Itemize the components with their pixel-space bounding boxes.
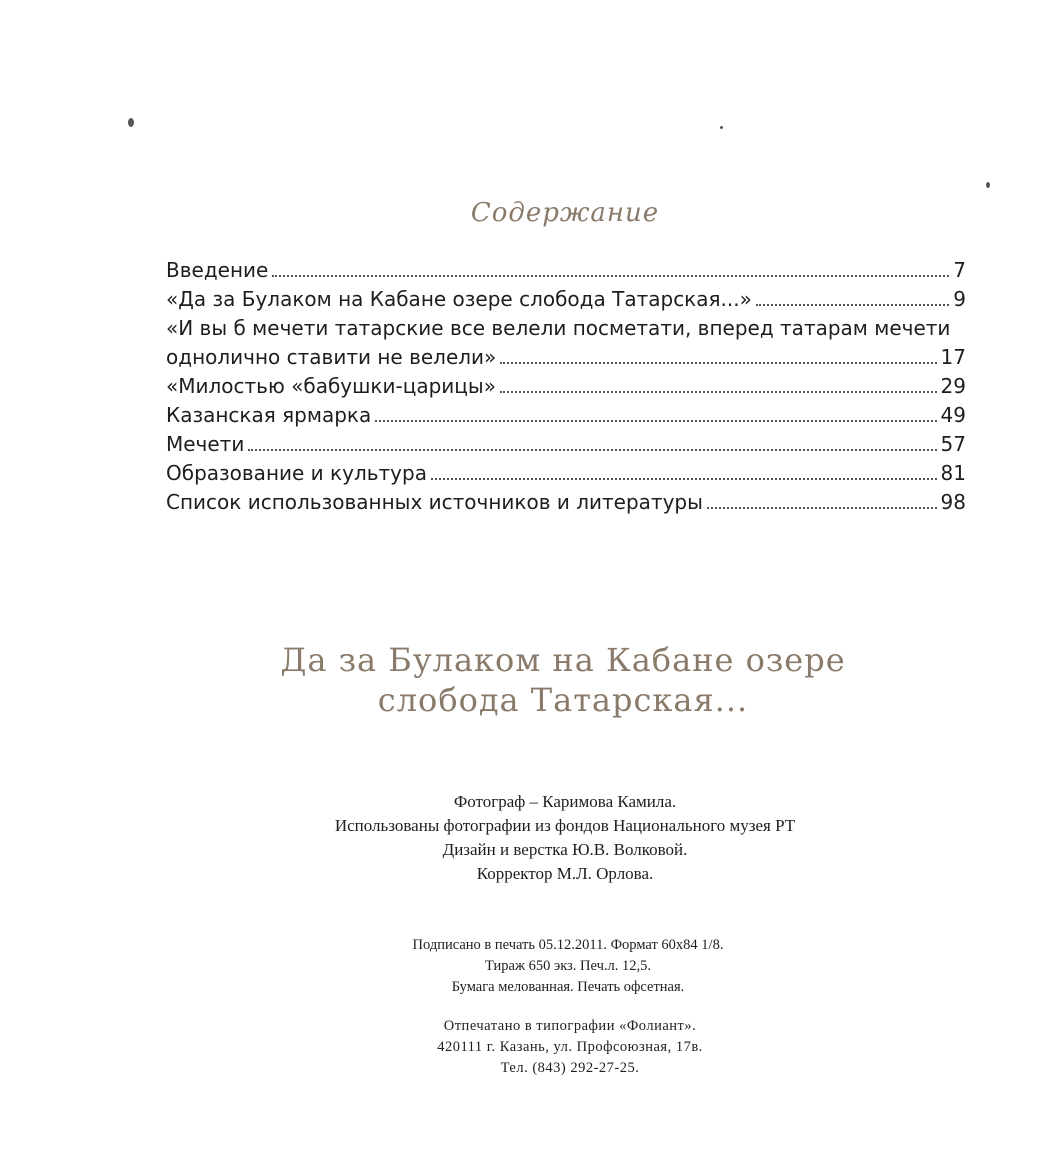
credits-block [0,790,1054,886]
toc-entry[interactable] [166,488,966,517]
printer-block [0,1016,1054,1079]
toc-entry[interactable] [166,343,966,372]
toc-entry[interactable] [166,372,966,401]
credit-photo-source: Использованы фотографии из фондов Национального музея РТ [334,816,796,835]
toc-entry-title-line: «И вы б мечети татарские все велели посметати, вперед татарам мечети [166,316,951,340]
toc-entry-title: «Милостью «бабушки-царицы» [166,374,496,398]
printer-address: 420111 г. Казань, ул. Профсоюзная, 17в. [437,1039,703,1055]
table-of-contents [166,256,966,517]
toc-entry-title: Список использованных источников и литературы [166,490,703,514]
toc-leader-dots [431,478,937,480]
credit-design: Дизайн и верстка Ю.В. Волковой. [442,840,688,859]
book-title [0,640,1054,720]
toc-leader-dots [272,275,949,277]
credit-photographer: Фотограф – Каримова Камила. [453,792,677,811]
toc-entry[interactable] [166,430,966,459]
toc-entry-page: 17 [940,345,966,369]
toc-entry-first-line[interactable] [166,314,966,343]
credit-proofreader: Корректор М.Л. Орлова. [476,864,654,883]
toc-leader-dots [375,420,936,422]
toc-entry-title: Казанская ярмарка [166,403,372,427]
imprint-circulation: Тираж 650 экз. Печ.л. 12,5. [485,958,651,974]
toc-entry[interactable] [166,285,966,314]
imprint-block [0,935,1054,998]
toc-leader-dots [500,391,937,393]
toc-entry-page: 57 [940,432,966,456]
toc-entry-page: 49 [940,403,966,427]
imprint-signed: Подписано в печать 05.12.2011. Формат 60х84 1/8. [412,937,724,953]
toc-entry[interactable] [166,256,966,285]
imprint-paper: Бумага мелованная. Печать офсетная. [451,979,685,995]
toc-leader-dots [756,304,949,306]
printer-name: Отпечатано в типографии «Фолиант». [443,1018,697,1034]
toc-entry-page: 81 [940,461,966,485]
toc-entry-title: Введение [166,258,269,282]
toc-leader-dots [500,362,936,364]
toc-entry-title: Образование и культура [166,461,427,485]
toc-entry[interactable] [166,401,966,430]
scan-speck [720,126,723,129]
toc-entry-title: «Да за Булаком на Кабане озере слобода Татарская...» [166,287,752,311]
toc-entry-page: 98 [940,490,966,514]
toc-entry-title: однолично ставити не велели» [166,345,497,369]
toc-entry-title: Мечети [166,432,245,456]
scan-speck [986,182,990,188]
toc-entry-page: 9 [953,287,966,311]
toc-leader-dots [248,449,936,451]
toc-entry[interactable] [166,459,966,488]
printer-phone: Тел. (843) 292-27-25. [500,1060,640,1076]
book-title-line: Да за Булаком на Кабане озере [280,641,846,679]
scan-speck [128,118,134,127]
toc-leader-dots [707,507,937,509]
toc-entry-page: 29 [940,374,966,398]
book-title-line: слобода Татарская... [377,681,749,719]
toc-heading: Содержание [470,198,660,228]
toc-entry-page: 7 [953,258,966,282]
